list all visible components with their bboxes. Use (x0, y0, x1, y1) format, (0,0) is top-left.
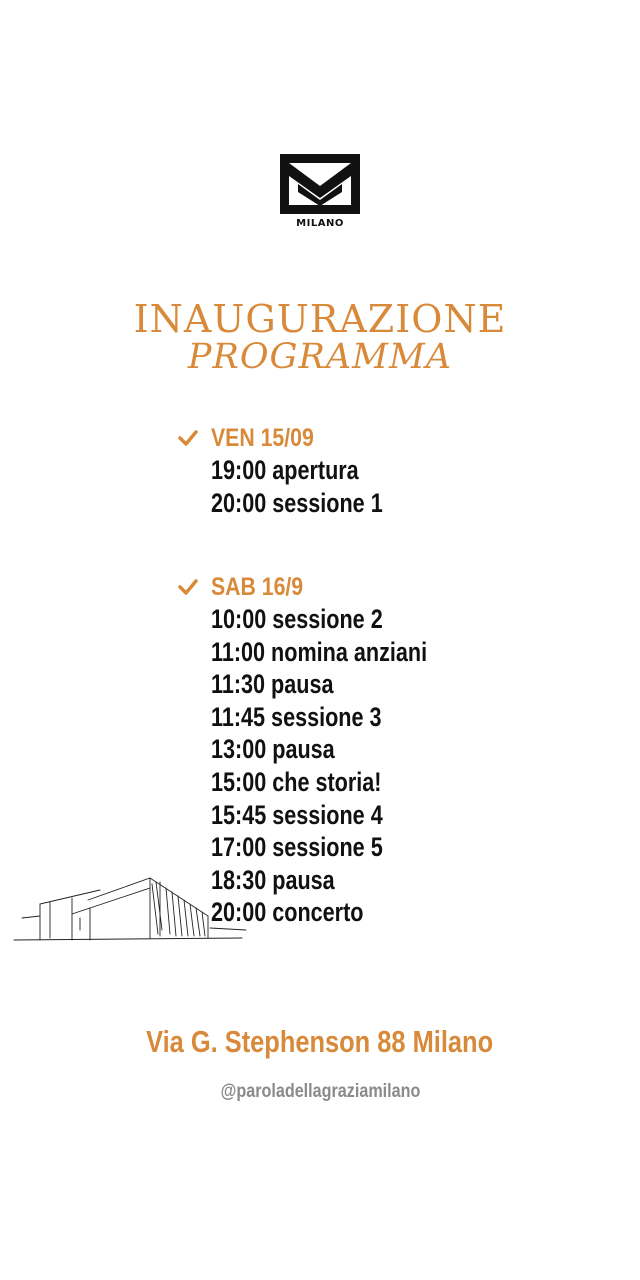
event-text: 15:00 che storia! (211, 766, 382, 797)
event-text: 17:00 sessione 5 (211, 832, 383, 863)
event-text: 10:00 sessione 2 (211, 604, 383, 634)
event-row (178, 733, 478, 766)
event-row (178, 766, 478, 799)
event-text: 18:30 pausa (211, 864, 335, 895)
day-header (178, 422, 478, 454)
event-row (178, 701, 478, 734)
event-text: 11:30 pausa (211, 669, 334, 700)
event-row (178, 668, 478, 701)
title-inaugurazione: INAUGURAZIONE (133, 297, 507, 341)
event-row (178, 603, 478, 636)
schedule-day-1 (178, 422, 478, 519)
event-text: 20:00 concerto (211, 897, 364, 928)
social-handle[interactable] (0, 1081, 640, 1103)
event-text: 11:45 sessione 3 (211, 701, 382, 732)
logo-text: MILANO (296, 218, 344, 229)
address-text (0, 1024, 640, 1060)
day-label: SAB 16/9 (211, 573, 304, 601)
day-label: VEN 15/09 (211, 424, 314, 452)
church-logo-icon (280, 154, 360, 214)
event-text: 20:00 sessione 1 (211, 487, 383, 518)
event-row (178, 799, 478, 832)
day-header (178, 571, 478, 603)
event-row (178, 636, 478, 669)
checkmark-icon (178, 429, 198, 447)
event-row (178, 487, 478, 520)
building-sketch-icon (10, 868, 250, 948)
event-row (178, 831, 478, 864)
event-text: 19:00 apertura (211, 455, 359, 485)
event-text: 11:00 nomina anziani (211, 636, 428, 667)
checkmark-icon (178, 578, 198, 596)
event-text: 15:45 sessione 4 (211, 799, 383, 830)
event-row (178, 454, 478, 487)
address-label: Via G. Stephenson 88 Milano (146, 1024, 494, 1059)
title-programma: PROGRAMMA (187, 337, 453, 377)
event-text: 13:00 pausa (211, 734, 335, 765)
social-handle-label: @paroladellagraziamilano (220, 1081, 420, 1102)
